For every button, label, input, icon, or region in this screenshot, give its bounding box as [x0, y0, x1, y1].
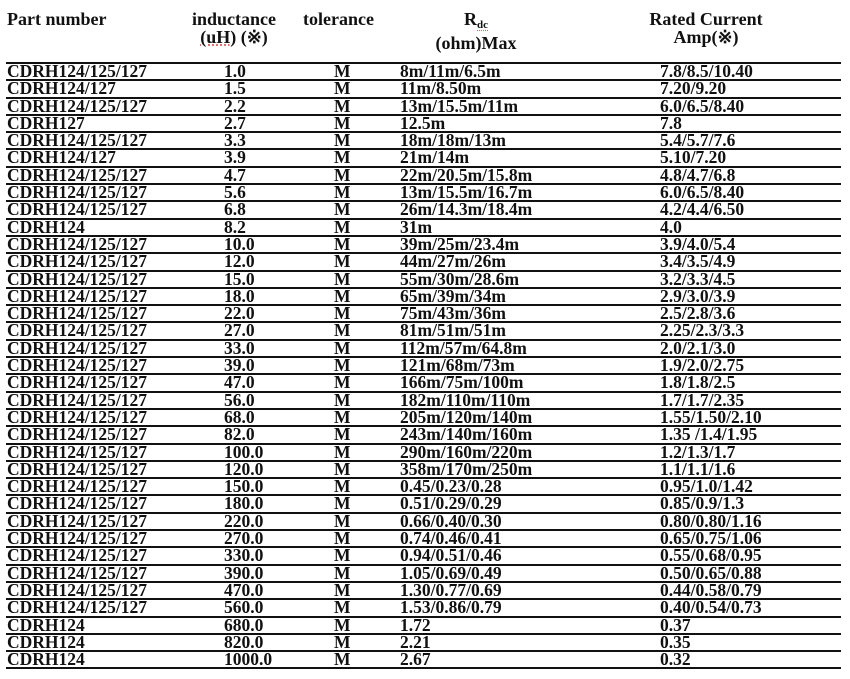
cell-inductance: 47.0: [224, 372, 255, 393]
cell-part-number: CDRH124/125/127: [7, 199, 147, 220]
cell-inductance: 1.0: [224, 61, 246, 81]
cell-rdc: 2.21: [400, 631, 431, 652]
cell-inductance: 120.0: [224, 458, 264, 479]
cell-rdc: 1.05/0.69/0.49: [400, 562, 502, 583]
cell-part-number: CDRH124/125/127: [7, 130, 147, 151]
cell-tolerance: M: [334, 78, 351, 99]
cell-tolerance: M: [334, 320, 351, 341]
cell-part-number: CDRH124/125/127: [7, 597, 147, 618]
header-inductance: [182, 10, 286, 46]
cell-rated-current: 7.20/9.20: [660, 78, 727, 99]
cell-part-number: CDRH124/125/127: [7, 233, 147, 254]
cell-rated-current: 0.50/0.65/0.88: [660, 562, 762, 583]
cell-inductance: 100.0: [224, 441, 264, 462]
cell-tolerance: M: [334, 303, 351, 324]
cell-inductance: 2.7: [224, 112, 246, 133]
cell-tolerance: M: [334, 476, 351, 497]
cell-part-number: CDRH124/125/127: [7, 458, 147, 479]
cell-rdc: 1.30/0.77/0.69: [400, 579, 502, 600]
cell-rdc: 0.66/0.40/0.30: [400, 510, 502, 531]
cell-rated-current: 0.65/0.75/1.06: [660, 528, 762, 549]
cell-inductance: 15.0: [224, 268, 255, 289]
cell-rdc: 81m/51m/51m: [400, 320, 506, 341]
header-inductance-mark: (※): [240, 27, 268, 47]
cell-tolerance: M: [334, 424, 351, 445]
cell-rdc: 166m/75m/100m: [400, 372, 524, 393]
table-row: [6, 649, 841, 670]
cell-tolerance: M: [334, 510, 351, 531]
header-rdc: [420, 10, 532, 52]
cell-part-number: CDRH124/125/127: [7, 251, 147, 272]
cell-inductance: 180.0: [224, 493, 264, 514]
cell-rated-current: 0.35: [660, 631, 691, 652]
cell-tolerance: M: [334, 199, 351, 220]
header-inductance-unit: (uH): [200, 27, 237, 47]
cell-rated-current: 1.8/1.8/2.5: [660, 372, 736, 393]
cell-rdc: 12.5m: [400, 112, 446, 133]
cell-inductance: 150.0: [224, 476, 264, 497]
cell-part-number: CDRH124/125/127: [7, 476, 147, 497]
cell-rdc: 26m/14.3m/18.4m: [400, 199, 533, 220]
cell-tolerance: M: [334, 614, 351, 635]
cell-rated-current: 4.0: [660, 216, 682, 237]
cell-tolerance: M: [334, 441, 351, 462]
cell-inductance: 820.0: [224, 631, 264, 652]
cell-tolerance: M: [334, 130, 351, 151]
cell-rdc: 31m: [400, 216, 433, 237]
cell-part-number: CDRH124/125/127: [7, 406, 147, 427]
cell-tolerance: M: [334, 147, 351, 168]
cell-rdc: 13m/15.5m/11m: [400, 95, 519, 116]
cell-part-number: CDRH124/125/127: [7, 268, 147, 289]
cell-rated-current: 2.9/3.0/3.9: [660, 285, 736, 306]
cell-tolerance: M: [334, 216, 351, 237]
cell-part-number: CDRH124/125/127: [7, 493, 147, 514]
cell-rdc: 243m/140m/160m: [400, 424, 533, 445]
cell-part-number: CDRH124/125/127: [7, 164, 147, 185]
cell-tolerance: M: [334, 579, 351, 600]
cell-rated-current: 0.40/0.54/0.73: [660, 597, 762, 618]
cell-rdc: 21m/14m: [400, 147, 470, 168]
cell-part-number: CDRH124/125/127: [7, 285, 147, 306]
cell-rated-current: 0.44/0.58/0.79: [660, 579, 762, 600]
cell-rated-current: 0.85/0.9/1.3: [660, 493, 745, 514]
cell-inductance: 8.2: [224, 216, 246, 237]
cell-part-number: CDRH124/127: [7, 147, 116, 168]
cell-rdc: 8m/11m/6.5m: [400, 61, 501, 81]
cell-rated-current: 1.9/2.0/2.75: [660, 355, 745, 376]
cell-rdc: 18m/18m/13m: [400, 130, 506, 151]
cell-rdc: 0.94/0.51/0.46: [400, 545, 502, 566]
cell-part-number: CDRH124/125/127: [7, 389, 147, 410]
cell-inductance: 680.0: [224, 614, 264, 635]
cell-rated-current: 3.9/4.0/5.4: [660, 233, 736, 254]
cell-rdc: 44m/27m/26m: [400, 251, 506, 272]
cell-part-number: CDRH124/125/127: [7, 320, 147, 341]
cell-inductance: 12.0: [224, 251, 255, 272]
cell-tolerance: M: [334, 406, 351, 427]
cell-inductance: 10.0: [224, 233, 255, 254]
cell-rated-current: 0.80/0.80/1.16: [660, 510, 762, 531]
cell-tolerance: M: [334, 95, 351, 116]
cell-tolerance: M: [334, 562, 351, 583]
cell-tolerance: M: [334, 61, 351, 81]
header-tolerance: tolerance: [303, 9, 374, 29]
cell-part-number: CDRH124/125/127: [7, 562, 147, 583]
cell-inductance: 5.6: [224, 182, 246, 203]
cell-rated-current: 6.0/6.5/8.40: [660, 95, 745, 116]
cell-inductance: 18.0: [224, 285, 255, 306]
header-part-number: Part number: [7, 9, 107, 29]
cell-rated-current: 0.55/0.68/0.95: [660, 545, 762, 566]
cell-rated-current: 3.4/3.5/4.9: [660, 251, 736, 272]
cell-rated-current: 2.0/2.1/3.0: [660, 337, 736, 358]
cell-part-number: CDRH124/125/127: [7, 528, 147, 549]
cell-rated-current: 6.0/6.5/8.40: [660, 182, 745, 203]
cell-rdc: 22m/20.5m/15.8m: [400, 164, 533, 185]
cell-rdc: 55m/30m/28.6m: [400, 268, 520, 289]
cell-rdc: 75m/43m/36m: [400, 303, 506, 324]
cell-rdc: 290m/160m/220m: [400, 441, 533, 462]
cell-tolerance: M: [334, 649, 351, 670]
cell-rated-current: 0.32: [660, 649, 691, 670]
cell-tolerance: M: [334, 355, 351, 376]
header-rated-line1: Rated Current: [649, 9, 763, 29]
cell-part-number: CDRH124: [7, 614, 85, 635]
header-rdc-line2: (ohm)Max: [435, 33, 517, 53]
cell-tolerance: M: [334, 337, 351, 358]
cell-part-number: CDRH124/125/127: [7, 510, 147, 531]
cell-tolerance: M: [334, 112, 351, 133]
cell-part-number: CDRH124: [7, 649, 85, 670]
cell-rated-current: 1.35 /1.4/1.95: [660, 424, 758, 445]
cell-rdc: 1.53/0.86/0.79: [400, 597, 502, 618]
cell-inductance: 22.0: [224, 303, 255, 324]
cell-rdc: 182m/110m/110m: [400, 389, 531, 410]
cell-rdc: 11m/8.50m: [400, 78, 482, 99]
cell-rdc: 13m/15.5m/16.7m: [400, 182, 533, 203]
cell-part-number: CDRH124/125/127: [7, 61, 147, 81]
cell-inductance: 3.9: [224, 147, 246, 168]
cell-inductance: 560.0: [224, 597, 264, 618]
cell-rated-current: 5.10/7.20: [660, 147, 727, 168]
cell-tolerance: M: [334, 285, 351, 306]
cell-tolerance: M: [334, 389, 351, 410]
cell-part-number: CDRH124/125/127: [7, 337, 147, 358]
cell-part-number: CDRH124/125/127: [7, 579, 147, 600]
cell-inductance: 1.5: [224, 78, 246, 99]
cell-part-number: CDRH124/125/127: [7, 424, 147, 445]
cell-tolerance: M: [334, 268, 351, 289]
cell-inductance: 2.2: [224, 95, 246, 116]
cell-rated-current: 3.2/3.3/4.5: [660, 268, 736, 289]
cell-inductance: 82.0: [224, 424, 255, 445]
header-inductance-line2: [182, 28, 286, 46]
cell-inductance: 1000.0: [224, 649, 273, 670]
cell-part-number: CDRH124: [7, 216, 85, 237]
cell-part-number: CDRH124/125/127: [7, 545, 147, 566]
header-rdc-line1: [420, 10, 532, 34]
cell-tolerance: M: [334, 251, 351, 272]
inductor-spec-table: [6, 62, 841, 669]
cell-part-number: CDRH124/125/127: [7, 355, 147, 376]
cell-rated-current: 2.25/2.3/3.3: [660, 320, 745, 341]
cell-rated-current: 7.8/8.5/10.40: [660, 61, 753, 81]
cell-inductance: 470.0: [224, 579, 264, 600]
cell-part-number: CDRH124/125/127: [7, 95, 147, 116]
cell-tolerance: M: [334, 631, 351, 652]
cell-tolerance: M: [334, 182, 351, 203]
cell-rated-current: 4.8/4.7/6.8: [660, 164, 736, 185]
cell-inductance: 56.0: [224, 389, 255, 410]
cell-rated-current: 1.55/1.50/2.10: [660, 406, 762, 427]
header-inductance-line1: inductance: [191, 9, 276, 29]
cell-part-number: CDRH124/125/127: [7, 303, 147, 324]
cell-inductance: 6.8: [224, 199, 246, 220]
cell-part-number: CDRH124/127: [7, 78, 116, 99]
cell-rated-current: 0.37: [660, 614, 691, 635]
cell-inductance: 330.0: [224, 545, 264, 566]
cell-rdc: 0.51/0.29/0.29: [400, 493, 502, 514]
cell-rated-current: 2.5/2.8/3.6: [660, 303, 736, 324]
cell-tolerance: M: [334, 164, 351, 185]
cell-part-number: CDRH127: [7, 112, 85, 133]
cell-rated-current: 1.2/1.3/1.7: [660, 441, 736, 462]
cell-tolerance: M: [334, 545, 351, 566]
cell-rated-current: 5.4/5.7/7.6: [660, 130, 736, 151]
cell-inductance: 33.0: [224, 337, 255, 358]
cell-rdc: 0.45/0.23/0.28: [400, 476, 502, 497]
cell-part-number: CDRH124/125/127: [7, 182, 147, 203]
cell-tolerance: M: [334, 493, 351, 514]
cell-rdc: 112m/57m/64.8m: [400, 337, 527, 358]
cell-inductance: 4.7: [224, 164, 246, 185]
cell-rdc: 39m/25m/23.4m: [400, 233, 520, 254]
header-rated-current: [636, 10, 776, 46]
cell-inductance: 3.3: [224, 130, 246, 151]
cell-inductance: 220.0: [224, 510, 264, 531]
cell-rated-current: 7.8: [660, 112, 682, 133]
cell-tolerance: M: [334, 528, 351, 549]
cell-part-number: CDRH124: [7, 631, 85, 652]
cell-tolerance: M: [334, 372, 351, 393]
cell-rdc: 1.72: [400, 614, 431, 635]
cell-inductance: 68.0: [224, 406, 255, 427]
cell-rated-current: 0.95/1.0/1.42: [660, 476, 753, 497]
cell-tolerance: M: [334, 233, 351, 254]
cell-rdc: 0.74/0.46/0.41: [400, 528, 502, 549]
cell-inductance: 390.0: [224, 562, 264, 583]
header-rated-line2: Amp(※): [673, 27, 739, 47]
cell-inductance: 27.0: [224, 320, 255, 341]
cell-rdc: 65m/39m/34m: [400, 285, 506, 306]
header-rdc-sub: dc: [477, 19, 488, 31]
cell-rated-current: 1.7/1.7/2.35: [660, 389, 745, 410]
cell-rdc: 121m/68m/73m: [400, 355, 515, 376]
cell-part-number: CDRH124/125/127: [7, 441, 147, 462]
cell-inductance: 39.0: [224, 355, 255, 376]
cell-rdc: 205m/120m/140m: [400, 406, 533, 427]
cell-inductance: 270.0: [224, 528, 264, 549]
header-rdc-main: R: [464, 9, 477, 29]
cell-tolerance: M: [334, 458, 351, 479]
cell-rdc: 358m/170m/250m: [400, 458, 533, 479]
cell-part-number: CDRH124/125/127: [7, 372, 147, 393]
cell-rated-current: 1.1/1.1/1.6: [660, 458, 736, 479]
cell-tolerance: M: [334, 597, 351, 618]
cell-rdc: 2.67: [400, 649, 431, 670]
cell-rated-current: 4.2/4.4/6.50: [660, 199, 745, 220]
